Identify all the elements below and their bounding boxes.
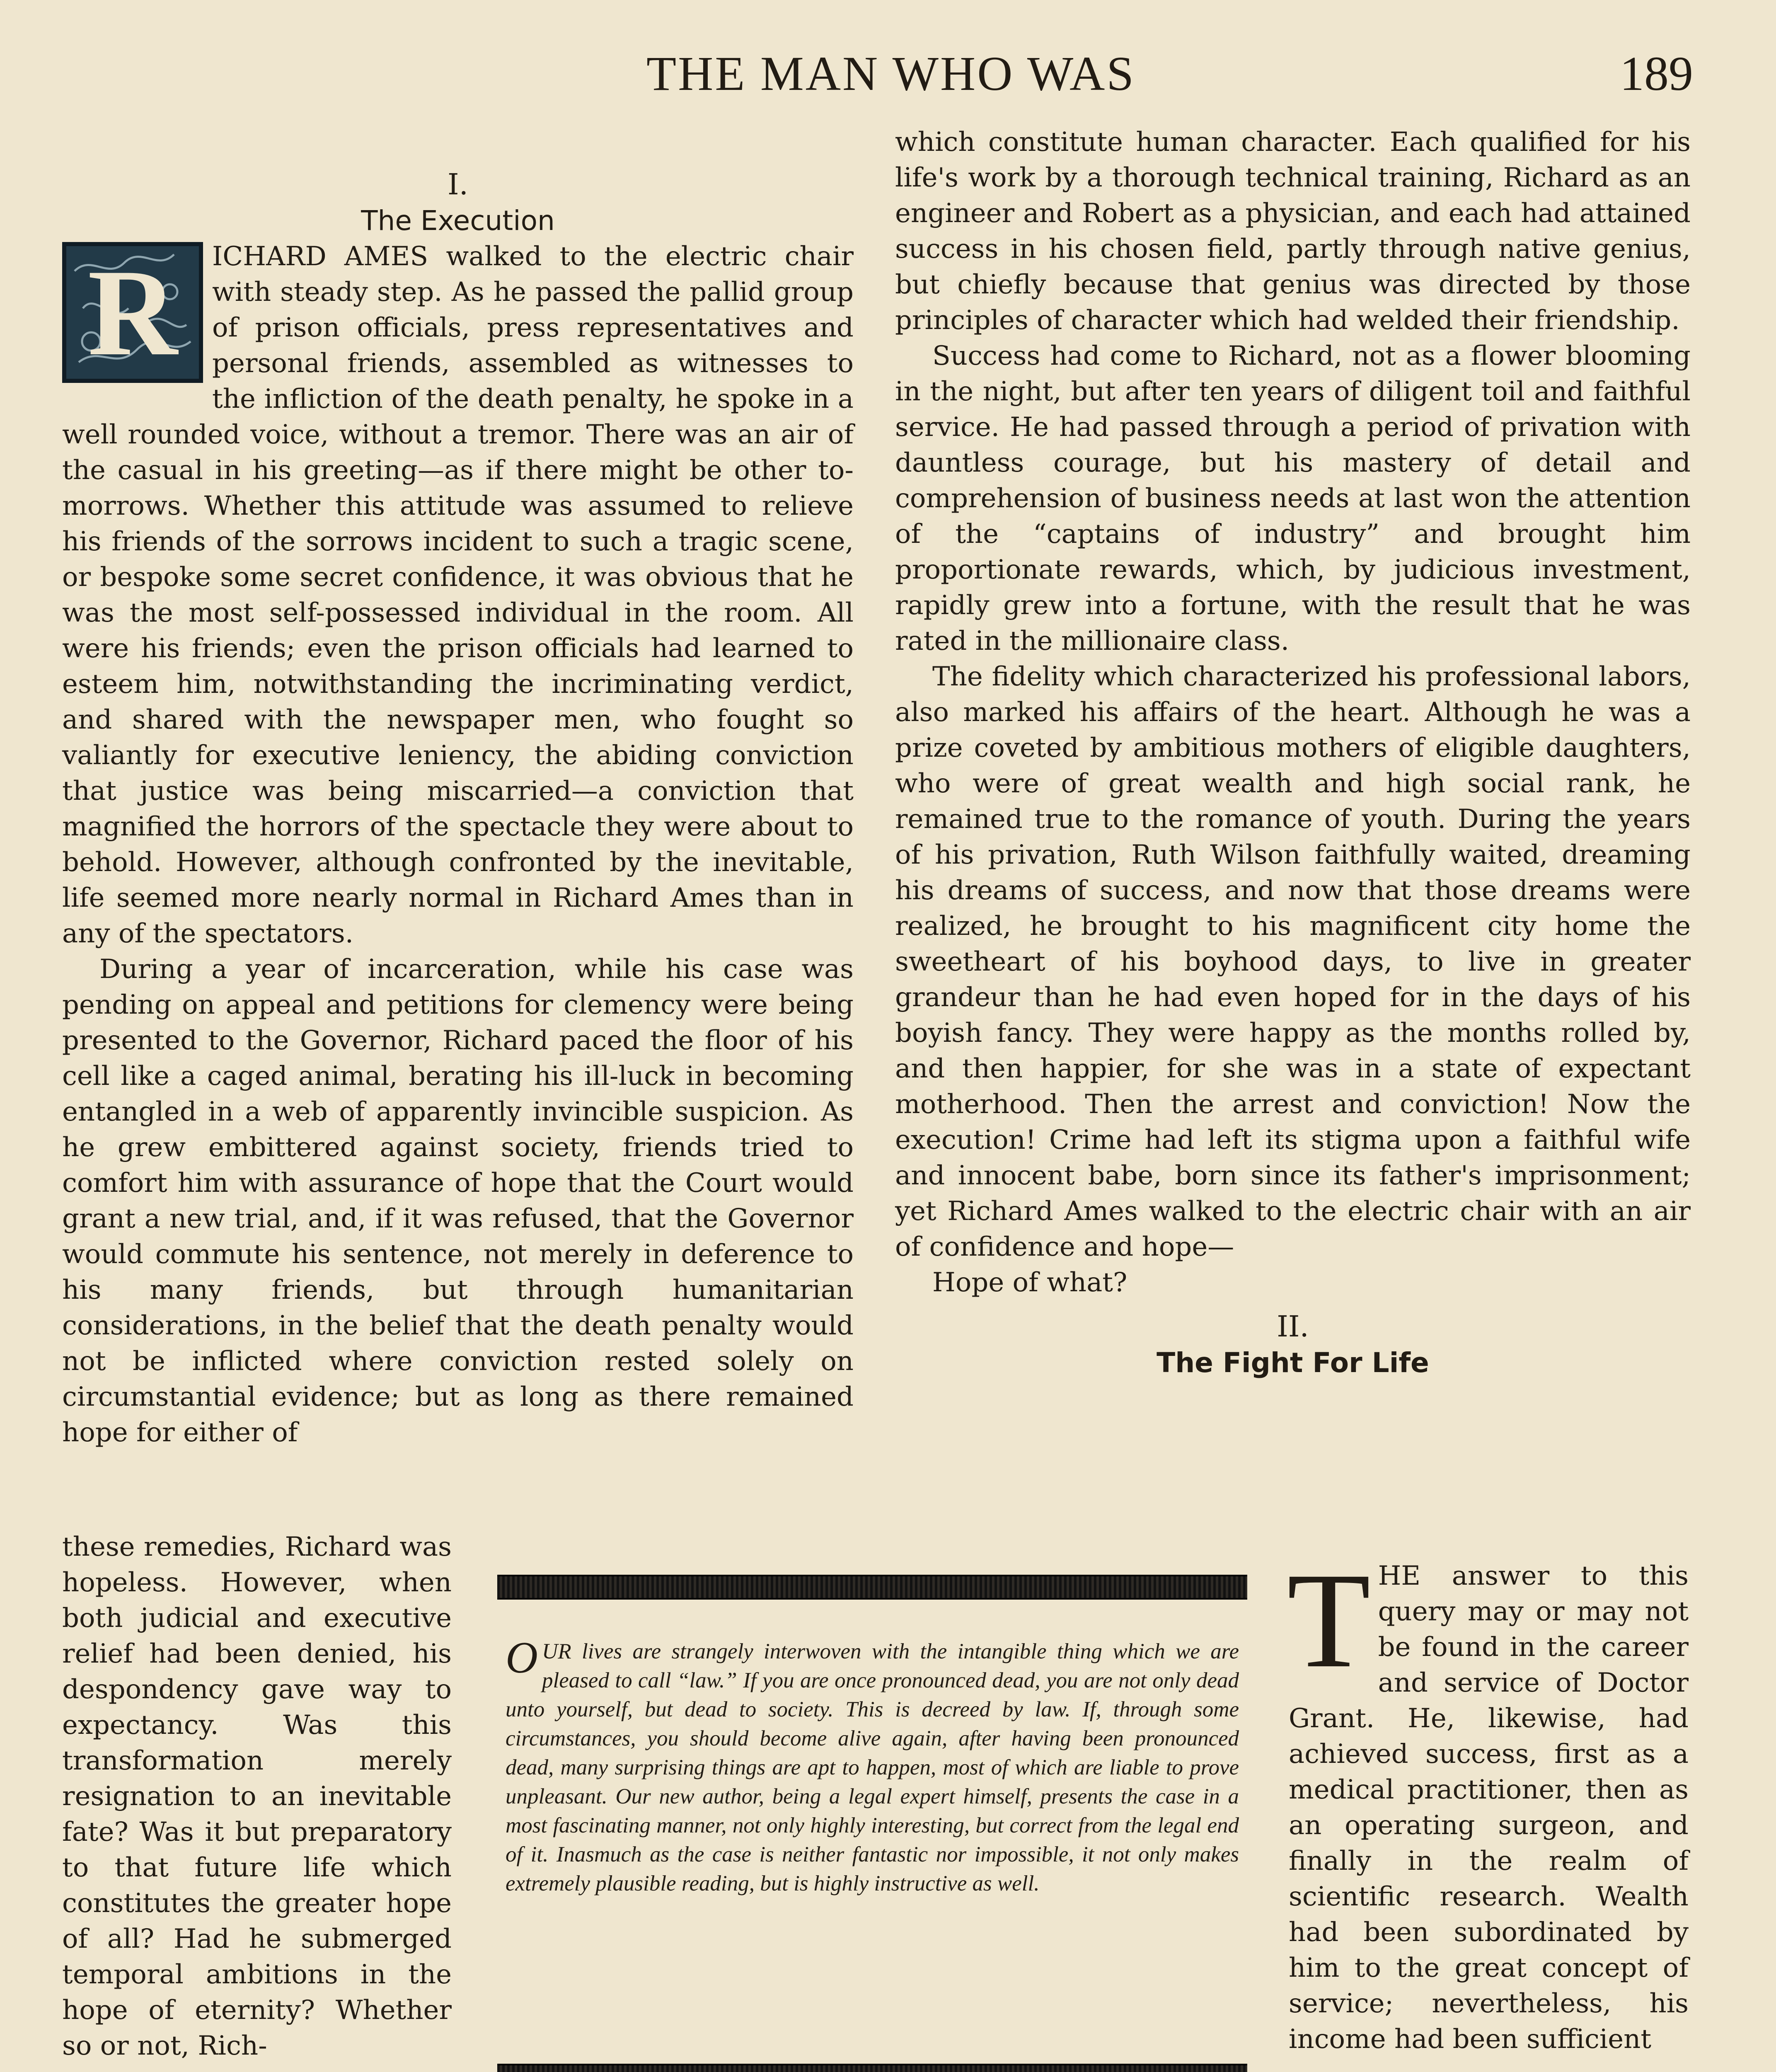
right-column-narrow (1287, 1545, 1689, 2057)
paragraph: Success had come to Richard, not as a flower blooming in the night, but after ten years of diligent toil and faithful service. He had passed through a period of privation with dauntless courage, but his mastery of detail and comprehension of business needs at last won the attention of the “captains of industry” and brought him proportionate rewards, which, by judicious investment, rapidly grew into a fortune, with the result that he was rated in the millionaire class. (895, 341, 1691, 656)
page-number: 189 (1620, 46, 1693, 101)
section-title: The Fight For Life (1157, 1347, 1429, 1379)
section-number: I. (448, 167, 468, 201)
section-number: II. (1277, 1310, 1309, 1343)
running-head: THE MAN WHO WAS (646, 46, 1135, 101)
decorative-rule (497, 1575, 1247, 1600)
ornamental-drop-cap: R (62, 242, 203, 383)
drop-cap: T (1287, 1545, 1371, 1696)
paragraph: R ICHARD AMES walked to the electric chair with steady step. As he passed the pallid group of prison officials, press representatives and personal friends, assembled as witnesses to the infliction of the death penalty, he spoke in a well rounded voice, without a tremor. There was an air of the casual in his greeting—as if there might be other to-morrows. Whether this attitude was assumed to relieve his friends of the sorrows incident to such a tragic scene, or bespoke some secret confidence, it was obvious that he was the most self-possessed individual in the room. All were his friends; even the prison officials had learned to esteem him, notwithstanding the incriminating verdict, and shared with the newspaper men, who fought so valiantly for executive leniency, the abiding conviction that justice was being miscarried—a conviction that magnified the horrors of the spectacle they were about to behold. However, although confronted by the inevitable, life seemed more nearly normal in Richard Ames than in any of the spectators. (62, 241, 854, 949)
left-column-narrow (62, 1529, 452, 2064)
paragraph: The fidelity which characterized his professional labors, also marked his affairs of the heart. Although he was a prize coveted by ambitious mothers of eligible daughters, who were of great wealth and high social rank, he remained true to the romance of youth. During the years of his privation, Ruth Wilson faithfully waited, dreaming his dreams of success, and now that those dreams were realized, he brought to his magnificent city home the sweetheart of his boyhood days, to live in greater grandeur than he had even hoped for in the days of his boyish fancy. They were happy as the months rolled by, and then happier, for she was in a state of expectant motherhood. Then the arrest and conviction! Now the execution! Crime had left its stigma upon a faithful wife and innocent babe, born since its father's imprisonment; yet Richard Ames walked to the electric chair with an air of confidence and hope— (895, 661, 1691, 1262)
callout-text: O UR lives are strangely interwoven with the intangible thing which we are pleased to call “law.” If you are once pronounced dead, you are not only dead unto yourself, but dead to society. This is decreed by law. If, through some circumstances, you should become alive again, after having been pronounced dead, many surprising things are apt to happen, most of which are liable to prove unpleasant. Our new author, being a legal expert himself, presents the case in a most fascinating manner, not only highly interesting, but correct from the legal end of it. Inasmuch as the case is neither fantastic nor impossible, it not only makes extremely plausible reading, but is highly instructive as well. (506, 1633, 1239, 1895)
section-title: The Execution (361, 205, 555, 237)
left-column (62, 166, 854, 1533)
callout-initial: O (506, 1633, 538, 1682)
paragraph: During a year of incarceration, while his case was pending on appeal and petitions for clemency were being presented to the Governor, Richard paced the floor of his cell like a caged animal, berating his ill-luck in becoming entangled in a web of apparently invincible suspicion. As he grew embittered against society, friends tried to comfort him with assurance of hope that the Court would grant a new trial, and, if it was refused, that the Governor would commute his sentence, not merely in deference to his many friends, but through humanitarian considerations, in the belief that the death penalty would not be inflicted where conviction rested solely on circumstantial evidence; but as long as there remained hope for either of (62, 954, 854, 1448)
right-column (895, 124, 1691, 1381)
decorative-rule (497, 2064, 1247, 2072)
paragraph: T HE answer to this query may or may not be found in the career and service of Doctor Grant. He, likewise, had achieved success, first as a medical practitioner, then as an operating surgeon, and finally in the realm of scientific research. Wealth had been subordinated by him to the great concept of service; nevertheless, his income had been sufficient (1287, 1545, 1689, 2055)
paragraph: these remedies, Richard was hopeless. However, when both judicial and executive relief had been denied, his despondency gave way to expectancy. Was this transformation merely resignation to an inevitable fate? Was it but preparatory to that future life which constitutes the greater hope of all? Had he submerged temporal ambitions in the hope of eternity? Whether so or not, Rich- (62, 1532, 452, 2061)
editorial-callout (497, 1575, 1247, 2072)
paragraph: which constitute human character. Each qualified for his life's work by a thorough technical training, Richard as an engineer and Robert as a physician, and each had attained success in his chosen field, partly through native genius, but chiefly because that genius was directed by those principles of character which had welded their friendship. (895, 127, 1691, 336)
paragraph: Hope of what? (932, 1267, 1128, 1298)
